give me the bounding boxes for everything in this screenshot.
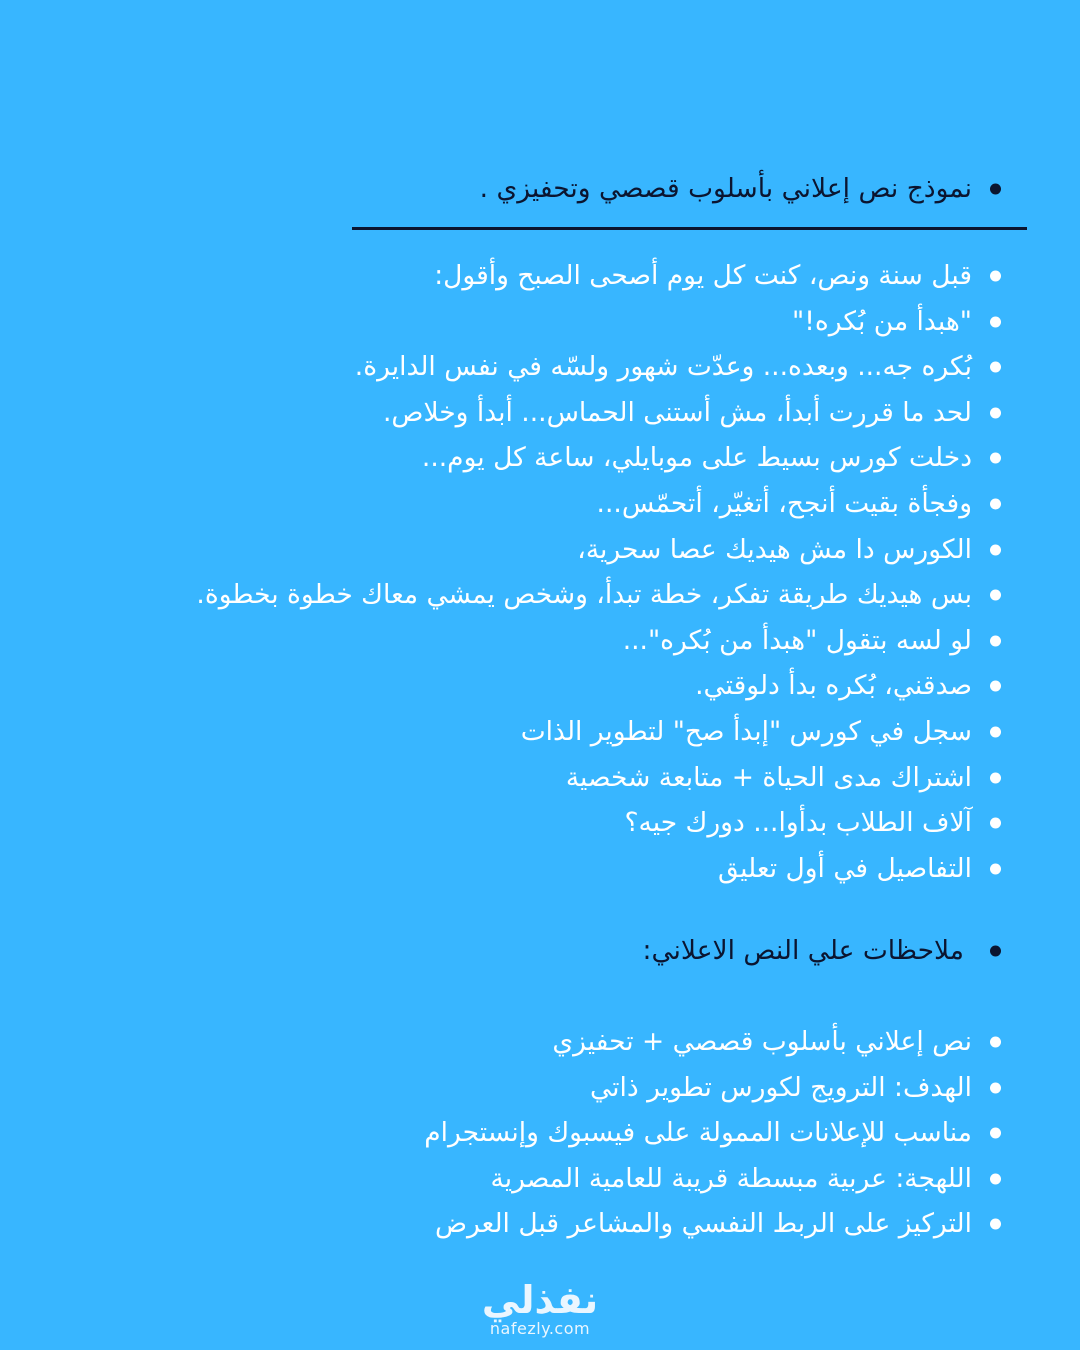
list-item-text: بُكره جه... وبعده... وعدّت شهور ولسّه في نفس الدايرة.: [354, 351, 972, 383]
bullet-icon: [990, 407, 1001, 418]
ad-text-line: [0, 573, 1080, 617]
notes-heading: ملاحظات علي النص الاعلاني:: [642, 935, 964, 966]
bullet-icon: [990, 1128, 1001, 1139]
ad-text-line: [0, 436, 1080, 480]
note-item: [0, 1202, 1080, 1246]
ad-text-line: [0, 847, 1080, 891]
list-item-text: لو لسه بتقول "هبدأ من بُكره"...: [622, 624, 972, 656]
logo-arabic: نفذلي: [481, 1278, 599, 1322]
ad-text-line: [0, 664, 1080, 708]
bullet-icon: [990, 1219, 1001, 1230]
list-item-text: التركيز على الربط النفسي والمشاعر قبل العرض: [435, 1208, 972, 1239]
bullet-icon: [990, 316, 1001, 327]
ad-text-line: [0, 801, 1080, 845]
ad-text-line: [0, 710, 1080, 754]
bullet-icon: [990, 946, 1001, 957]
title-line: [0, 167, 1080, 211]
bullet-icon: [990, 184, 1001, 195]
list-item-text: اشتراك مدى الحياة + متابعة شخصية: [565, 761, 972, 793]
ad-text-line: [0, 254, 1080, 298]
list-item-text: الكورس دا مش هيديك عصا سحرية،: [577, 533, 972, 565]
list-item-text: آلاف الطلاب بدأوا... دورك جيه؟: [624, 807, 972, 839]
bullet-icon: [990, 1037, 1001, 1048]
bullet-icon: [990, 499, 1001, 510]
list-item-text: نص إعلاني بأسلوب قصصي + تحفيزي: [552, 1026, 972, 1057]
bullet-icon: [990, 1082, 1001, 1093]
bullet-icon: [990, 863, 1001, 874]
ad-text-line: [0, 528, 1080, 572]
list-item-text: التفاصيل في أول تعليق: [718, 852, 972, 884]
list-item-text: الهدف: الترويج لكورس تطوير ذاتي: [590, 1071, 972, 1103]
ad-text-line: [0, 300, 1080, 344]
bullet-icon: [990, 635, 1001, 646]
bullet-icon: [990, 362, 1001, 373]
list-item-text: وفجأة بقيت أنجح، أتغيّر، أتحمّس...: [596, 488, 972, 519]
note-item: [0, 1066, 1080, 1110]
list-item-text: "هبدأ من بُكره!": [792, 305, 972, 337]
bullet-icon: [990, 271, 1001, 282]
ad-text-line: [0, 619, 1080, 663]
bullet-icon: [990, 681, 1001, 692]
notes-heading-line: [0, 929, 1080, 973]
list-item-text: بس هيديك طريقة تفكر، خطة تبدأ، وشخص يمشي معاك خطوة بخطوة.: [196, 579, 972, 611]
ad-text-line: [0, 482, 1080, 526]
note-item: [0, 1111, 1080, 1155]
note-item: [0, 1157, 1080, 1201]
document-title: نموذج نص إعلاني بأسلوب قصصي وتحفيزي .: [479, 173, 972, 204]
bullet-icon: [990, 590, 1001, 601]
note-item: [0, 1020, 1080, 1064]
bullet-icon: [990, 772, 1001, 783]
ad-text-line: [0, 345, 1080, 389]
list-item-text: مناسب للإعلانات الممولة على فيسبوك وإنستجرام: [424, 1117, 972, 1148]
logo-latin: nafezly.com: [489, 1319, 591, 1338]
list-item-text: لحد ما قررت أبدأ، مش أستنى الحماس... أبدأ وخلاص.: [383, 396, 972, 428]
bullet-icon: [990, 727, 1001, 738]
list-item-text: اللهجة: عربية مبسطة قريبة للعامية المصرية: [490, 1162, 972, 1194]
divider: [352, 227, 1027, 230]
list-item-text: صدقني، بُكره بدأ دلوقتي.: [695, 670, 972, 702]
nafezly-logo: [470, 1280, 610, 1338]
bullet-icon: [990, 453, 1001, 464]
list-item-text: دخلت كورس بسيط على موبايلي، ساعة كل يوم...: [421, 442, 972, 474]
list-item-text: قبل سنة ونص، كنت كل يوم أصحى الصبح وأقول:: [434, 260, 972, 291]
bullet-icon: [990, 818, 1001, 829]
ad-text-line: [0, 756, 1080, 800]
bullet-icon: [990, 1173, 1001, 1184]
list-item-text: سجل في كورس "إبدأ صح" لتطوير الذات: [520, 716, 972, 747]
ad-text-line: [0, 391, 1080, 435]
bullet-icon: [990, 544, 1001, 555]
